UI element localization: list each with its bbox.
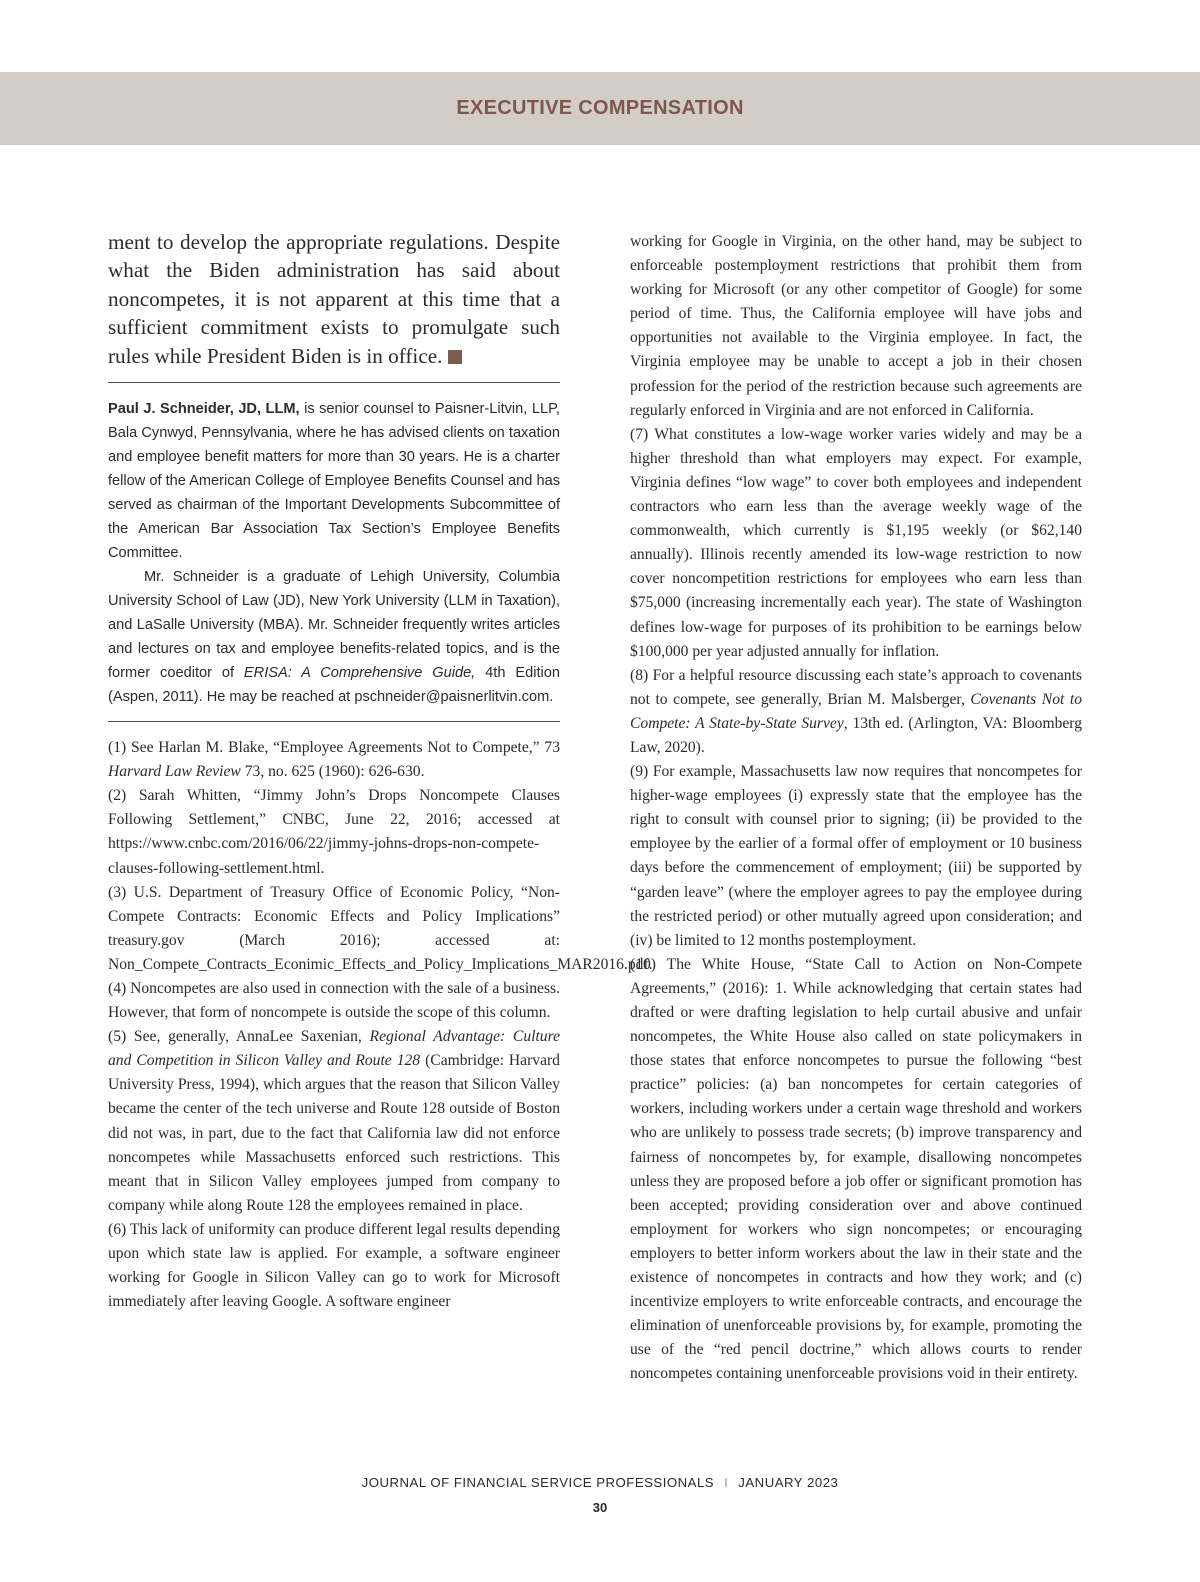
- endnote-8: [630, 664, 1082, 760]
- left-column: [108, 228, 653, 1314]
- section-header-band: [0, 72, 1200, 145]
- endnote-1-cite: 73, no. 625 (1960): 626-630.: [240, 763, 425, 781]
- journal-name: JOURNAL OF FINANCIAL SERVICE PROFESSIONALS: [361, 1475, 715, 1490]
- endnote-3: (3) U.S. Department of Treasury Office of Economic Policy, “Non-Compete Contracts: Economic Effects and Policy Implications” treasury.gov (March 2016); accessed at: Non_Compete_Contracts_Econimic_Effects_and_Policy_Implications_MAR2016.pdf.: [108, 883, 653, 973]
- bio-paragraph-2: [108, 565, 560, 709]
- bio-top-divider: [108, 382, 560, 383]
- endnote-1-journal: Harvard Law Review: [108, 763, 241, 781]
- page-footer: [0, 1475, 1200, 1490]
- endnote-9: (9) For example, Massachusetts law now requires that noncompetes for higher-wage employees (i) expressly state that the employee has the right to consult with counsel prior to signing; (ii) be provided to the employee by the earlier of a formal offer of employment or 10 business days before the commencement of employment; (iii) be supported by “garden leave” (where the employer agrees to pay the employee during the restricted period) or other mutually agreed upon consideration; and (iv) be limited to 12 months postemployment.: [630, 763, 1082, 949]
- endnote-8-book: Covenants Not to Compete: A State-by-State Survey: [630, 690, 1082, 732]
- bio-paragraph-2-end: 4th Edition (Aspen, 2011). He may be reached at pschneider@paisnerlitvin.com.: [108, 665, 560, 706]
- endnote-4: (4) Noncompetes are also used in connection with the sale of a business. However, that form of noncompete is outside the scope of this column.: [108, 979, 560, 1022]
- endnote-10: (10) The White House, “State Call to Action on Non-Compete Agreements,” (2016): 1. While acknowledging that certain states had drafted or were drafting legislation to help curtail abusive and unfair noncompetes, the White House also called on state policymakers in those states that enforce noncompetes to pursue the following “best practice” policies: (a) ban noncompetes for certain categories of workers, including workers under a certain wage threshold and workers who are unlikely to possess trade secrets; (b) improve transparency and fairness of noncompetes by, for example, disallowing noncompetes unless they are proposed before a job offer or significant promotion has been accepted; providing consideration over and above continued employment for workers who sign noncompetes; or encouraging employers to better inform workers about the law in their state and the existence of noncompetes in contracts and how they work; and (c) incentivize employers to write enforceable contracts, and encourage the elimination of unenforceable provisions by, for example, promoting the use of the “red pencil doctrine,” which allows courts to render noncompetes containing unenforceable provisions void in their entirety.: [630, 955, 1082, 1383]
- endnote-6-start: (6) This lack of uniformity can produce different legal results depending upon which state law is applied. For example, a software engineer working for Google in Silicon Valley can go to work for Microsoft immediately after leaving Google. A software engineer: [108, 1220, 560, 1311]
- endnote-7: (7) What constitutes a low-wage worker varies widely and may be a higher threshold than what employers may expect. For example, Virginia defines “low wage” to cover both employees and independent contractors who earn less than the average weekly wage of the commonwealth, which currently is $1,195 weekly (or $62,140 annually). Illinois recently amended its low-wage restriction to now cover noncompetition restrictions for employees who earn less than $75,000 (increasing incrementally each year). The state of Washington defines low-wage for purposes of its prohibition to be earnings below $100,000 per year adjusted annually for inflation.: [630, 425, 1082, 660]
- footer-separator: I: [724, 1475, 729, 1490]
- end-of-article-square-icon: [448, 350, 462, 364]
- author-name: Paul J. Schneider, JD, LLM,: [108, 401, 300, 418]
- endnote-8-rest: , 13th ed. (Arlington, VA: Bloomberg Law, 2020).: [630, 714, 1083, 756]
- endnote-2: (2) Sarah Whitten, “Jimmy John’s Drops Noncompete Clauses Following Settlement,” CNBC, June 22, 2016; accessed at https://www.cnbc.com/2016/06/22/jimmy-johns-drops-non-compete-clauses-following-settlement.html.: [108, 787, 560, 877]
- book-title: ERISA: A Comprehensive Guide,: [243, 665, 476, 682]
- right-column: [630, 230, 1082, 1387]
- notes-top-divider: [108, 721, 560, 722]
- endnote-6-continued: working for Google in Virginia, on the other hand, may be subject to enforceable postemployment restrictions that prohibit them from working for Microsoft (or any other competitor of Google) for some period of time. Thus, the California employee will have jobs and opportunities not available to the Virginia employee. In fact, the Virginia employee may be unable to accept a job in their chosen profession for the period of the restriction because such agreements are regularly enforced in Virginia and are not enforced in California.: [630, 233, 1082, 419]
- issue-date: JANUARY 2023: [738, 1475, 839, 1490]
- closing-text: ment to develop the appropriate regulations. Despite what the Biden administration has said about noncompetes, it is not apparent at this time that a sufficient commitment exists to promulgate such rules while President Biden is in office.: [108, 230, 560, 368]
- endnote-8-text: (8) For a helpful resource discussing each state’s approach to covenants not to compete, see generally, Brian M. Malsberger,: [630, 666, 1082, 708]
- article-closing-paragraph: [108, 228, 560, 370]
- endnote-1-text: (1) See Harlan M. Blake, “Employee Agreements Not to Compete,” 73: [108, 739, 560, 757]
- author-bio: [108, 397, 560, 709]
- endnote-5-text: (5) See, generally, AnnaLee Saxenian,: [108, 1028, 370, 1046]
- section-title: EXECUTIVE COMPENSATION: [456, 97, 744, 119]
- bio-paragraph-2-text: Mr. Schneider is a graduate of Lehigh University, Columbia University School of Law (JD), New York University (LLM in Taxation), and LaSalle University (MBA). Mr. Schneider frequently writes articles and lectures on tax and employee benefits-related topics, and is the former coeditor of: [108, 569, 560, 682]
- endnotes-left: [108, 736, 653, 1314]
- endnote-5: [108, 1025, 560, 1218]
- bio-paragraph-1-text: is senior counsel to Paisner-Litvin, LLP, Bala Cynwyd, Pennsylvania, where he has advised clients on taxation and employee benefit matters for more than 30 years. He is a charter fellow of the American College of Employee Benefits Counsel and has served as chairman of the Important Developments Subcommittee of the American Bar Association Tax Section’s Employee Benefits Committee.: [108, 401, 560, 562]
- page-number: 30: [592, 1500, 608, 1515]
- endnote-5-rest: (Cambridge: Harvard University Press, 1994), which argues that the reason that Silicon Valley became the center of the tech universe and Route 128 outside of Boston did not was, in part, due to the fact that California law did not enforce noncompetes while Massachusetts enforced such restrictions. This meant that in Silicon Valley employees jumped from company to company while along Route 128 the employees remained in place.: [108, 1052, 560, 1214]
- endnote-1: [108, 736, 560, 784]
- endnote-5-book: Regional Advantage: Culture and Competition in Silicon Valley and Route 128: [108, 1028, 560, 1070]
- bio-paragraph-1: [108, 397, 560, 565]
